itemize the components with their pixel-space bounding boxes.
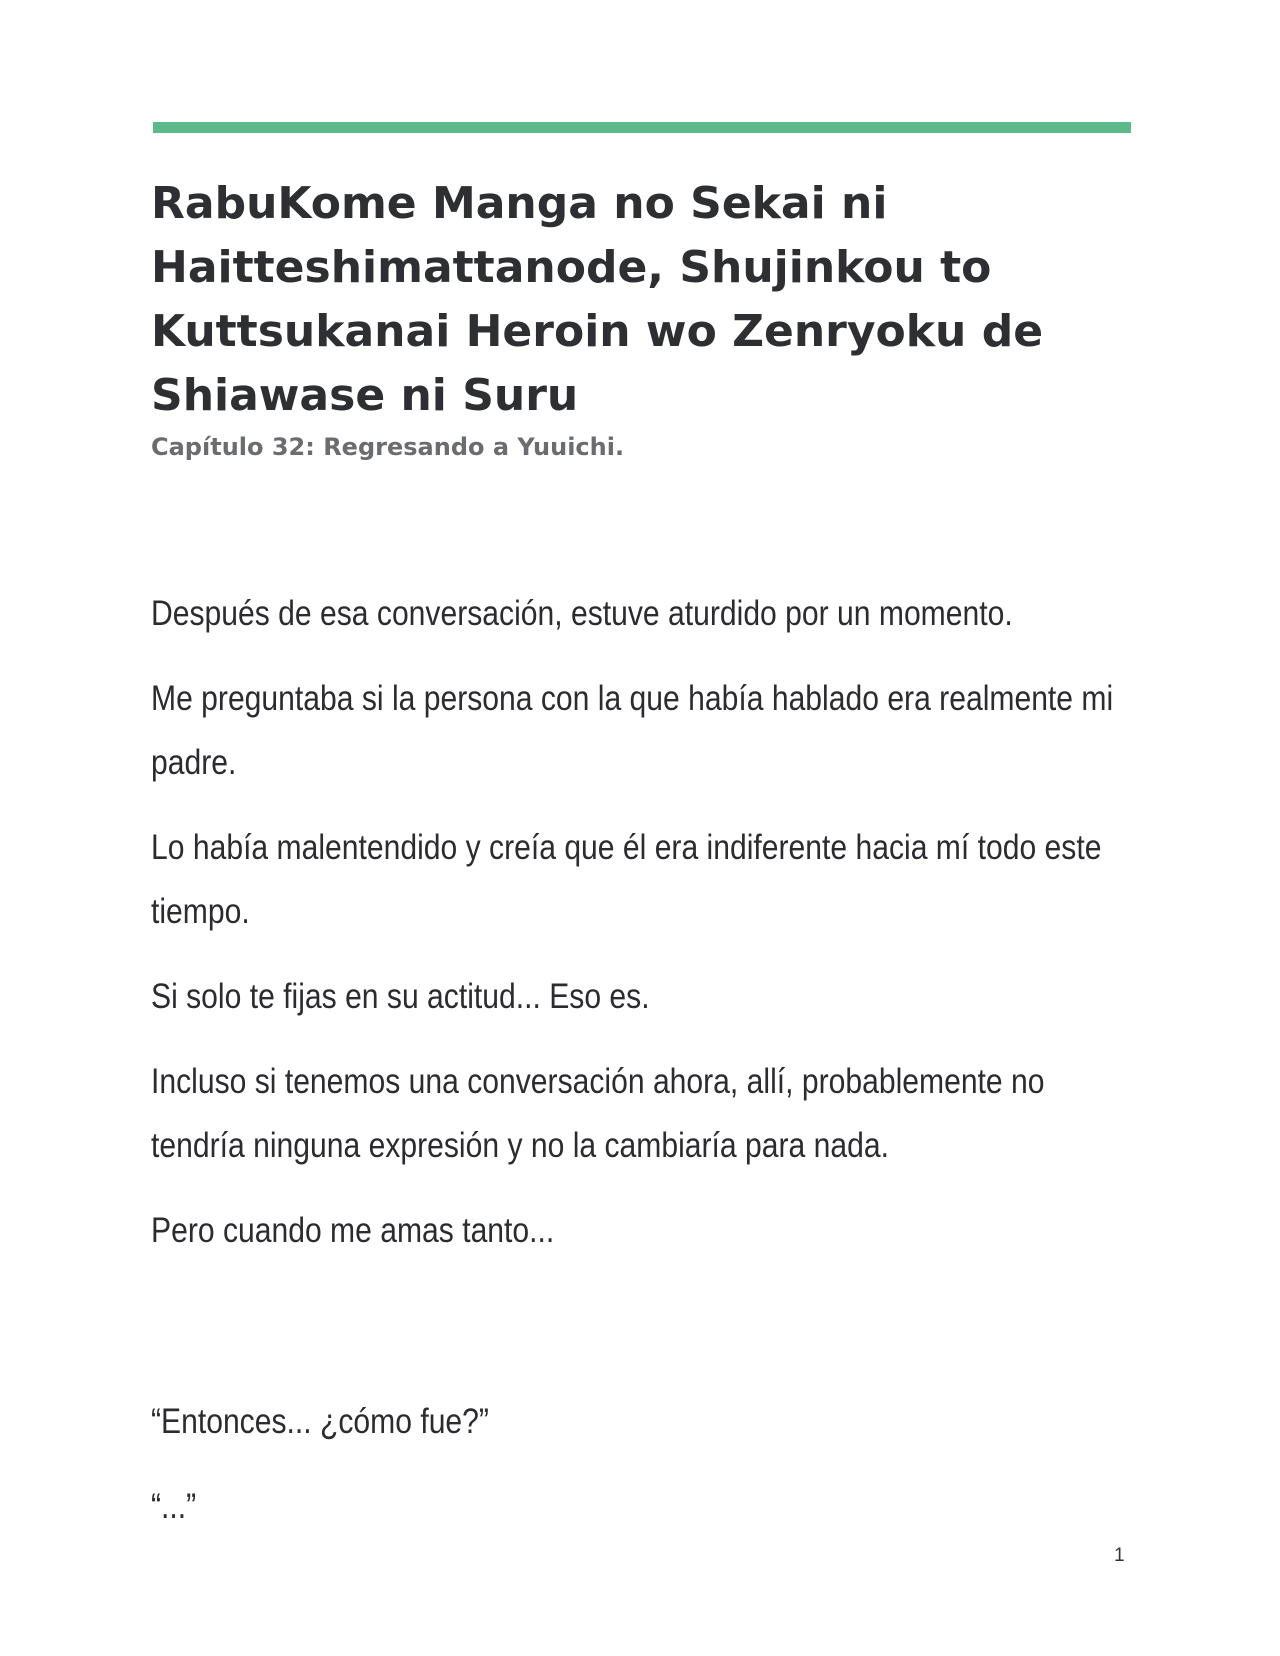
dialogue-line: “Entonces... ¿cómo fue?” bbox=[151, 1402, 489, 1441]
document-title: RabuKome Manga no Sekai ni Haitteshimattanode, Shujinkou to Kuttsukanai Heroin wo Zenryoku de Shiawase ni Suru bbox=[151, 178, 1044, 421]
chapter-subtitle: Capítulo 32: Regresando a Yuuichi. bbox=[151, 433, 625, 461]
paragraph: Si solo te fijas en su actitud... Eso es. bbox=[151, 977, 650, 1016]
paragraph-spacer bbox=[151, 1284, 998, 1390]
paragraph: Incluso si tenemos una conversación ahora, allí, probablemente no tendría ninguna expresión y no la cambiaría para nada. bbox=[151, 1062, 1045, 1165]
dialogue-line: “...” bbox=[151, 1487, 197, 1526]
page-number: 1 bbox=[1114, 1545, 1125, 1566]
header-accent-rule bbox=[153, 122, 1131, 133]
paragraph: Pero cuando me amas tanto... bbox=[151, 1211, 555, 1250]
chapter-body bbox=[151, 582, 1114, 1560]
paragraph: Me preguntaba si la persona con la que había hablado era realmente mi padre. bbox=[151, 679, 1114, 782]
paragraph: Después de esa conversación, estuve aturdido por un momento. bbox=[151, 594, 1013, 633]
paragraph: Lo había malentendido y creía que él era indiferente hacia mí todo este tiempo. bbox=[151, 828, 1102, 931]
